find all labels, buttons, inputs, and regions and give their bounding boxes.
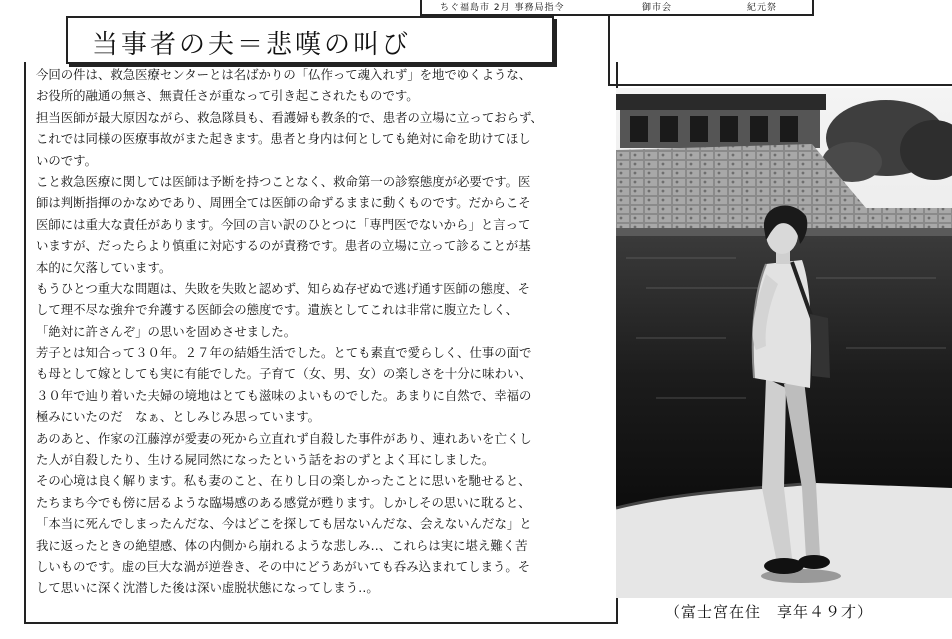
article-line: あのあと、作家の江藤淳が愛妻の死から立直れず自殺した事件があり、連れあいを亡くし — [36, 430, 532, 446]
article-line: いますが、だったらより慎重に対応するのが責務です。患者の立場に立って診ることが基 — [36, 238, 531, 254]
article-line: これでは同様の医療事故がまた起きます。患者と身内は何としても絶対に命を助けてほし — [36, 131, 531, 147]
article-line: その心境は良く解ります。私も妻のこと、在りし日の楽しかったことに思いを馳せると、 — [36, 473, 531, 489]
bottom-rule — [24, 622, 614, 624]
header-strip-text-left: ちぐ福島市 2月 事務局指令 — [440, 3, 565, 13]
article-line: 医師には重大な責任があります。今回の言い訳のひとつに「専門医でないから」と言って — [36, 216, 531, 232]
photo-caption: （富士宮在住 享年４９才） — [665, 603, 874, 621]
article-line: 「本当に死んでしまったんだな、今はどこを探しても居ないんだな、会えないんだな」と — [36, 516, 532, 532]
adjacent-column-rule — [608, 14, 952, 86]
portrait-photo — [616, 88, 952, 598]
article-line: 師は判断指揮のかなめであり、周囲全ては医師の命ずるままに動くものです。だからこそ — [36, 195, 531, 211]
article-line: 我に返ったときの絶望感、体の内側から崩れるような悲しみ‥、これらは実に堪え難く苦 — [36, 537, 528, 553]
article-line: いのです。 — [36, 152, 97, 168]
article-line: 本的に欠落しています。 — [36, 259, 172, 275]
header-strip-text-mid: 御市会 — [642, 3, 673, 13]
article-line: もうひとつ重大な問題は、失敗を失敗と認めず、知らぬ存ぜぬで逃げ通す医師の態度、そ — [36, 280, 531, 296]
headline: 当事者の夫＝悲嘆の叫び — [92, 30, 412, 60]
article-line: 今回の件は、救急医療センターとは名ばかりの「仏作って魂入れず」を地でゆくような、 — [36, 67, 532, 82]
article-line: も母として嫁としても実に有能でした。子育て（女、男、女）の楽しさを十分に味わい、 — [36, 366, 532, 382]
article-line: して思いに深く沈潜した後は深い虚脱状態になってしまう‥。 — [36, 580, 379, 596]
article-line: た人が自殺したり、生ける屍同然になったという話をおのずとよく耳にしました。 — [36, 452, 495, 468]
article-body — [36, 64, 604, 599]
article-line: 担当医師が最大原因ながら、救急隊員も、看護婦も教条的で、患者の立場に立っておらず、 — [36, 109, 543, 125]
article-line: しいものです。虚の巨大な渦が逆巻き、その中にどうあがいても呑み込まれてしまう。そ — [36, 558, 531, 574]
article-line: お役所的融通の無さ、無責任さが重なって引き起こされたものです。 — [36, 88, 419, 104]
article-line: ３０年で辿り着いた夫婦の境地はとても滋味のよいものでした。あまりに自然で、幸福の — [36, 387, 532, 403]
article-line: 極みにいたのだ なぁ、としみじみ思っています。 — [36, 409, 320, 425]
article-line: たちまち今でも傍に居るような臨場感のある感覚が甦ります。しかしその思いに耽ると、 — [36, 494, 531, 510]
headline-box — [66, 16, 554, 64]
article-line: 「絶対に許さんぞ」の思いを固めさせました。 — [36, 323, 297, 339]
header-strip-text-right: 紀元祭 — [747, 3, 778, 13]
article-line: こと救急医療に関しては医師は予断を持つことなく、救命第一の診察態度が必要です。医 — [36, 173, 531, 189]
article-line: して理不尽な強弁で弁護する医師会の態度です。遺族としてこれは非常に腹立たしく、 — [36, 302, 518, 318]
article-line: 芳子とは知合って３０年。２７年の結婚生活でした。とても素直で愛らしく、仕事の面で — [36, 345, 532, 361]
